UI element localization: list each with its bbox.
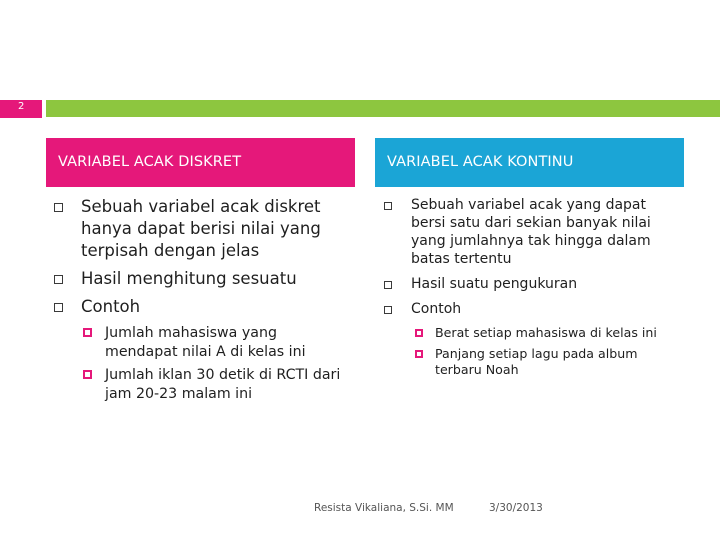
hollow-square-icon [384, 281, 392, 289]
list-item [384, 196, 680, 268]
sub-list-item-text: Jumlah iklan 30 detik di RCTI dari jam 20-23 malam ini [105, 367, 341, 402]
footer-author: Resista Vikaliana, S.Si. MM [314, 502, 454, 514]
top-accent-bar [46, 100, 720, 117]
list-item [54, 196, 350, 262]
footer-date: 3/30/2013 [489, 502, 543, 514]
hollow-square-icon [384, 306, 392, 314]
list-item [54, 268, 350, 290]
list-item [54, 296, 350, 318]
list-item-text: Sebuah variabel acak diskret hanya dapat berisi nilai yang terpisah dengan jelas [81, 197, 321, 260]
sub-list-item-text: Jumlah mahasiswa yang mendapat nilai A di kelas ini [105, 325, 306, 360]
sub-list-item [384, 346, 680, 379]
left-column-header: VARIABEL ACAK DISKRET [46, 138, 355, 187]
slide-number: 2 [18, 101, 25, 112]
sub-list-item-text: Berat setiap mahasiswa di kelas ini [435, 325, 657, 340]
hollow-square-icon [384, 202, 392, 210]
sub-list-item-text: Panjang setiap lagu pada album terbaru Noah [435, 345, 638, 377]
list-item [384, 275, 680, 293]
right-bullet-list [384, 196, 680, 383]
list-item-text: Contoh [411, 301, 462, 317]
sub-list-item [54, 366, 350, 403]
pink-square-bullet-icon [415, 350, 423, 358]
pink-square-bullet-icon [83, 328, 92, 337]
list-item-text: Contoh [81, 297, 141, 316]
pink-square-bullet-icon [415, 329, 423, 337]
list-item [384, 300, 680, 318]
hollow-square-icon [54, 203, 63, 212]
list-item-text: Hasil menghitung sesuatu [81, 269, 297, 288]
list-item-text: Sebuah variabel acak yang dapat bersi satu dari sekian banyak nilai yang jumlahnya tak hingga dalam batas tertentu [411, 197, 651, 267]
sub-list-item [54, 324, 350, 361]
hollow-square-icon [54, 275, 63, 284]
sub-list-item [384, 325, 680, 342]
hollow-square-icon [54, 303, 63, 312]
right-column-header: VARIABEL ACAK KONTINU [375, 138, 684, 187]
left-bullet-list [54, 196, 350, 408]
list-item-text: Hasil suatu pengukuran [411, 276, 578, 292]
pink-square-bullet-icon [83, 370, 92, 379]
